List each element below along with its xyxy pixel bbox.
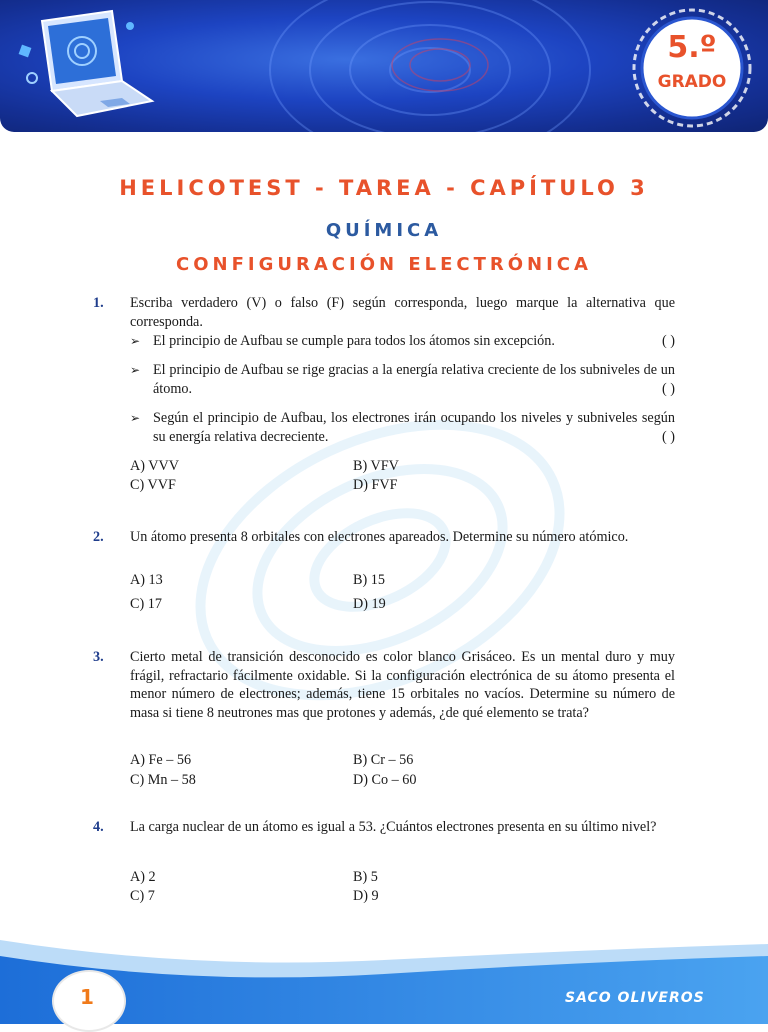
option-c[interactable]: C) VVF: [130, 477, 176, 493]
arrow-bullet-icon: ➢: [130, 334, 141, 348]
grade-badge: [630, 6, 754, 130]
question-number: 4.: [93, 819, 104, 835]
question-text: La carga nuclear de un átomo es igual a 53. ¿Cuántos electrones presenta en su último nivel?: [130, 819, 657, 835]
statement-text: El principio de Aufbau se rige gracias a la energía relativa creciente de los subniveles de un átomo.: [153, 362, 675, 397]
option-a[interactable]: A) VVV: [130, 458, 179, 474]
page-title: HELICOTEST - TAREA - CAPÍTULO 3: [119, 176, 649, 200]
swirl-decoration: [250, 0, 610, 132]
statement-text: Según el principio de Aufbau, los electrones irán ocupando los niveles y subniveles según su energía relativa decreciente.: [153, 410, 675, 445]
option-b[interactable]: B) 15: [353, 572, 385, 588]
grade-number: 5.º: [667, 30, 717, 65]
grade-label: GRADO: [657, 72, 727, 92]
topic-title: CONFIGURACIÓN ELECTRÓNICA: [176, 254, 592, 275]
option-c[interactable]: C) 7: [130, 888, 155, 904]
option-d[interactable]: D) 19: [353, 596, 386, 612]
option-d[interactable]: D) FVF: [353, 477, 398, 493]
answer-blank: ( ): [662, 428, 675, 445]
laptop-icon: [12, 6, 162, 126]
arrow-bullet-icon: ➢: [130, 411, 141, 425]
arrow-bullet-icon: ➢: [130, 363, 141, 377]
subject-title: QUÍMICA: [325, 220, 443, 241]
option-b[interactable]: B) VFV: [353, 458, 399, 474]
header-banner: [0, 0, 768, 132]
question-text: Un átomo presenta 8 orbitales con electrones apareados. Determine su número atómico.: [130, 529, 629, 545]
option-a[interactable]: A) 13: [130, 572, 163, 588]
statement-text: El principio de Aufbau se cumple para todos los átomos sin excepción.: [153, 333, 555, 349]
option-b[interactable]: B) Cr – 56: [353, 752, 414, 768]
option-d[interactable]: D) Co – 60: [353, 772, 417, 788]
option-c[interactable]: C) 17: [130, 596, 162, 612]
question-text: Cierto metal de transición desconocido es color blanco Grisáceo. Es un mental duro y muy frágil, refractario fácilmente oxidable. Si la configuración electrónica de su átomo presenta el menor número de electrones; además, tiene 15 orbitales no vacíos. Determine su número de masa si tiene 8 neutrones mas que protones y además, ¿de qué elemento se trata?: [130, 649, 675, 721]
answer-blank: ( ): [662, 333, 675, 349]
option-a[interactable]: A) 2: [130, 869, 156, 885]
question-number: 2.: [93, 529, 104, 545]
option-b[interactable]: B) 5: [353, 869, 378, 885]
page-number: 1: [80, 985, 94, 1009]
option-c[interactable]: C) Mn – 58: [130, 772, 196, 788]
question-number: 3.: [93, 649, 104, 665]
question-number: 1.: [93, 295, 104, 311]
question-text: Escriba verdadero (V) o falso (F) según corresponda, luego marque la alternativa que corresponda.: [130, 295, 675, 330]
answer-blank: ( ): [662, 380, 675, 397]
brand-logo-text: SACO OLIVEROS: [565, 990, 705, 1006]
option-a[interactable]: A) Fe – 56: [130, 752, 192, 768]
option-d[interactable]: D) 9: [353, 888, 379, 904]
